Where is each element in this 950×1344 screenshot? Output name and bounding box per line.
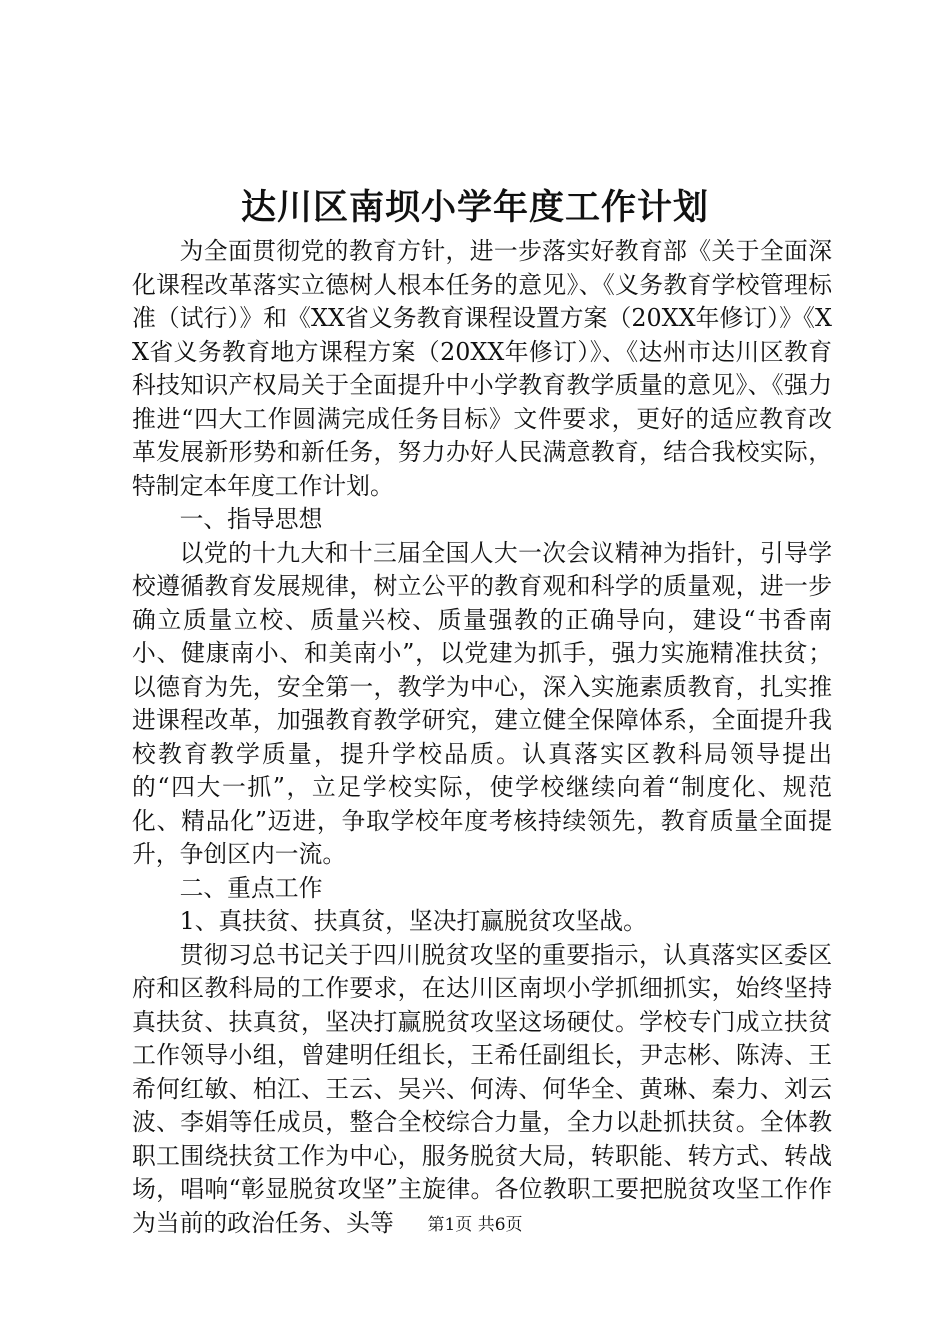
page-footer: 第1页 共6页 [427,1215,523,1235]
intro-paragraph: 为全面贯彻党的教育方针，进一步落实好教育部《关于全面深化课程改革落实立德树人根本任务的意见》、《义务教育学校管理标准（试行）》和《XX省义务教育课程设置方案（20XX年修订）》《XX省义务教育地方课程方案（20XX年修订）》、《达州市达川区教育科技知识产权局关于全面提升中小学教育教学质量的意见》、《强力推进“四大工作圆满完成任务目标》文件要求，更好的适应教育改革发展新形势和新任务，努力办好人民满意教育，结合我校实际，特制定本年度工作计划。 [132,237,832,500]
poverty-alleviation-paragraph: 贯彻习总书记关于四川脱贫攻坚的重要指示，认真落实区委区府和区教科局的工作要求，在达川区南坝小学抓细抓实，始终坚持真扶贫、扶真贫，坚决打赢脱贫攻坚这场硬仗。学校专门成立扶贫工作领导小组，曾建明任组长，王希任副组长，尹志彬、陈涛、王希何红敏、柏江、王云、吴兴、何涛、何华全、黄琳、秦力、刘云波、李娟等任成员，整合全校综合力量，全力以赴抓扶贫。全体教职工围绕扶贫工作为中心，服务脱贫大局，转职能、转方式、转战场，唱响“彰显脱贫攻坚”主旋律。各位教职工要把脱贫攻坚工作作为当前的政治任务、头等 [132,940,832,1237]
section-heading-guiding-ideology: 一、指导思想 [179,505,323,533]
subsection-heading-poverty-alleviation: 1、真扶贫、扶真贫，坚决打赢脱贫攻坚战。 [179,907,647,935]
section-heading-key-work: 二、重点工作 [179,873,323,902]
document-title: 达川区南坝小学年度工作计划 [240,187,709,228]
guiding-ideology-paragraph: 以党的十九大和十三届全国人大一次会议精神为指针，引导学校遵循教育发展规律，树立公平的教育观和科学的质量观，进一步确立质量立校、质量兴校、质量强教的正确导向，建设“书香南小、健康南小、和美南小”，以党建为抓手，强力实施精准扶贫；以德育为先，安全第一，教学为中心，深入实施素质教育，扎实推进课程改革，加强教育教学研究，建立健全保障体系，全面提升我校教育教学质量，提升学校品质。认真落实区教科局领导提出的“四大一抓”，立足学校实际，使学校继续向着“制度化、规范化、精品化”迈进，争取学校年度考核持续领先，教育质量全面提升，争创区内一流。 [132,538,832,868]
document-body [132,235,832,1240]
